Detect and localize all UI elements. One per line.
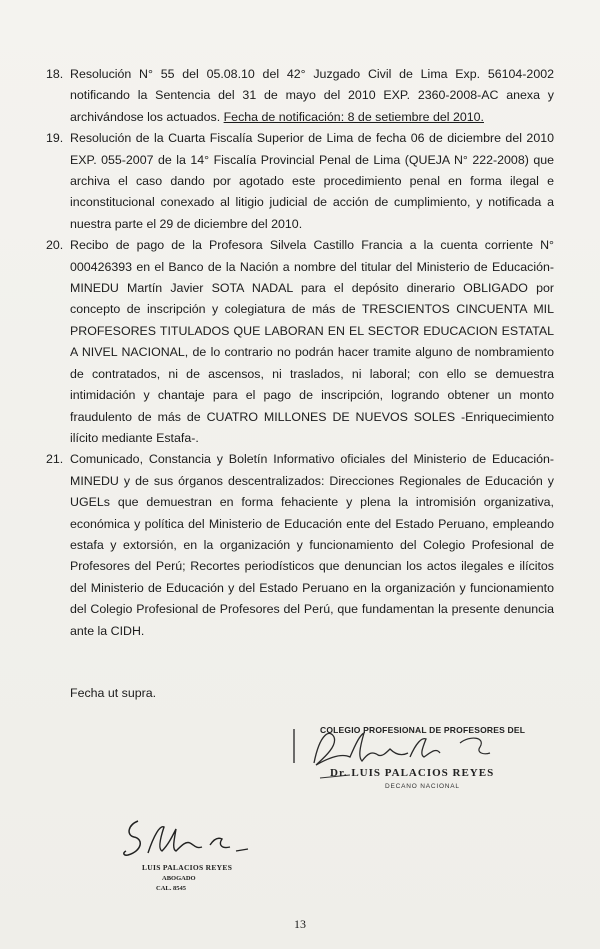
item-text: Resolución N° 55 del 05.08.10 del 42° Juzgado Civil de Lima Exp. 56104-2002 notificando la Sentencia del 31 de mayo del 2010 EXP. 2360-2008-AC anexa y archivándose los actuados. Fecha de notificación: 8 de setiembre del 2010. — [70, 67, 554, 124]
lawyer-stamp — [118, 815, 258, 895]
item-text: Resolución de la Cuarta Fiscalía Superior de Lima de fecha 06 de diciembre del 2010 EXP. 055-2007 de la 14° Fiscalía Provincial Penal de Lima (QUEJA N° 222-2008) que archiva el caso dando por agotado este procedimiento penal en forma ilegal e inconstitucional conexado al litigio judicial de acción de cumplimiento, y notificada a nuestra parte el 29 de diciembre del 2010. — [70, 131, 554, 231]
stamp-name: Dr. LUIS PALACIOS REYES — [330, 767, 495, 779]
item-number: 18. — [46, 67, 64, 81]
lawyer-title: ABOGADO — [162, 875, 196, 882]
list-item — [46, 128, 554, 235]
closing-line: Fecha ut supra. — [70, 686, 157, 700]
stamp-role: DECANO NACIONAL — [385, 783, 460, 790]
list-item — [46, 235, 554, 449]
item-text: Recibo de pago de la Profesora Silvela Castillo Francia a la cuenta corriente N° 000426393 en el Banco de la Nación a nombre del titular del Ministerio de Educación-MINEDU Martín Javier SOTA NADAL para el depósito dinerario OBLIGADO por concepto de inscripción y colegiatura de más de TRESCIENTOS CINCUENTA MIL PROFESORES TITULADOS QUE LABORAN EN EL SECTOR EDUCACION ESTATAL A NIVEL NACIONAL, de lo contrario no podrán hacer tramite alguno de nombramiento de contratados, ni de ascensos, ni traslados, ni laboral; con ello se demuestra intimidación y chantaje para el pago de inscripción, logrando obtener un monto fraudulento de más de CUATRO MILLONES DE NUEVOS SOLES -Enriquecimiento ilícito mediante Estafa-. — [70, 238, 554, 445]
item-number: 21. — [46, 452, 64, 467]
dean-stamp — [290, 723, 550, 793]
list-item — [46, 64, 554, 128]
lawyer-name: LUIS PALACIOS REYES — [142, 863, 233, 872]
list-item — [46, 449, 554, 642]
lawyer-registration: CAL. 8545 — [156, 885, 186, 892]
item-number: 20. — [46, 238, 64, 253]
page-number: 13 — [294, 917, 306, 931]
stamp-header: COLEGIO PROFESIONAL DE PROFESORES DEL — [320, 725, 526, 735]
lawyer-signature — [118, 815, 258, 863]
item-number: 19. — [46, 131, 64, 146]
evidence-list — [46, 64, 554, 642]
notification-date: Fecha de notificación: 8 de setiembre del 2010. — [223, 109, 484, 124]
item-text: Comunicado, Constancia y Boletín Informativo oficiales del Ministerio de Educación-MINEDU y de sus órganos descentralizados: Direcciones Regionales de Educación y UGELs que demuestran en forma fehaciente y plena la intromisión organizativa, económica y política del Ministerio de Educación ente del Estado Peruano, empleando estafa y extorsión, en la organización y funcionamiento del Colegio Profesional de Profesores del Perú; Recortes periodísticos que denuncian los actos ilegales e ilícitos del Ministerio de Educación y del Estado Peruano en la organización y funcionamiento del Colegio Profesional de Profesores del Perú, que fundamentan la presente denuncia ante la CIDH. — [70, 452, 554, 638]
